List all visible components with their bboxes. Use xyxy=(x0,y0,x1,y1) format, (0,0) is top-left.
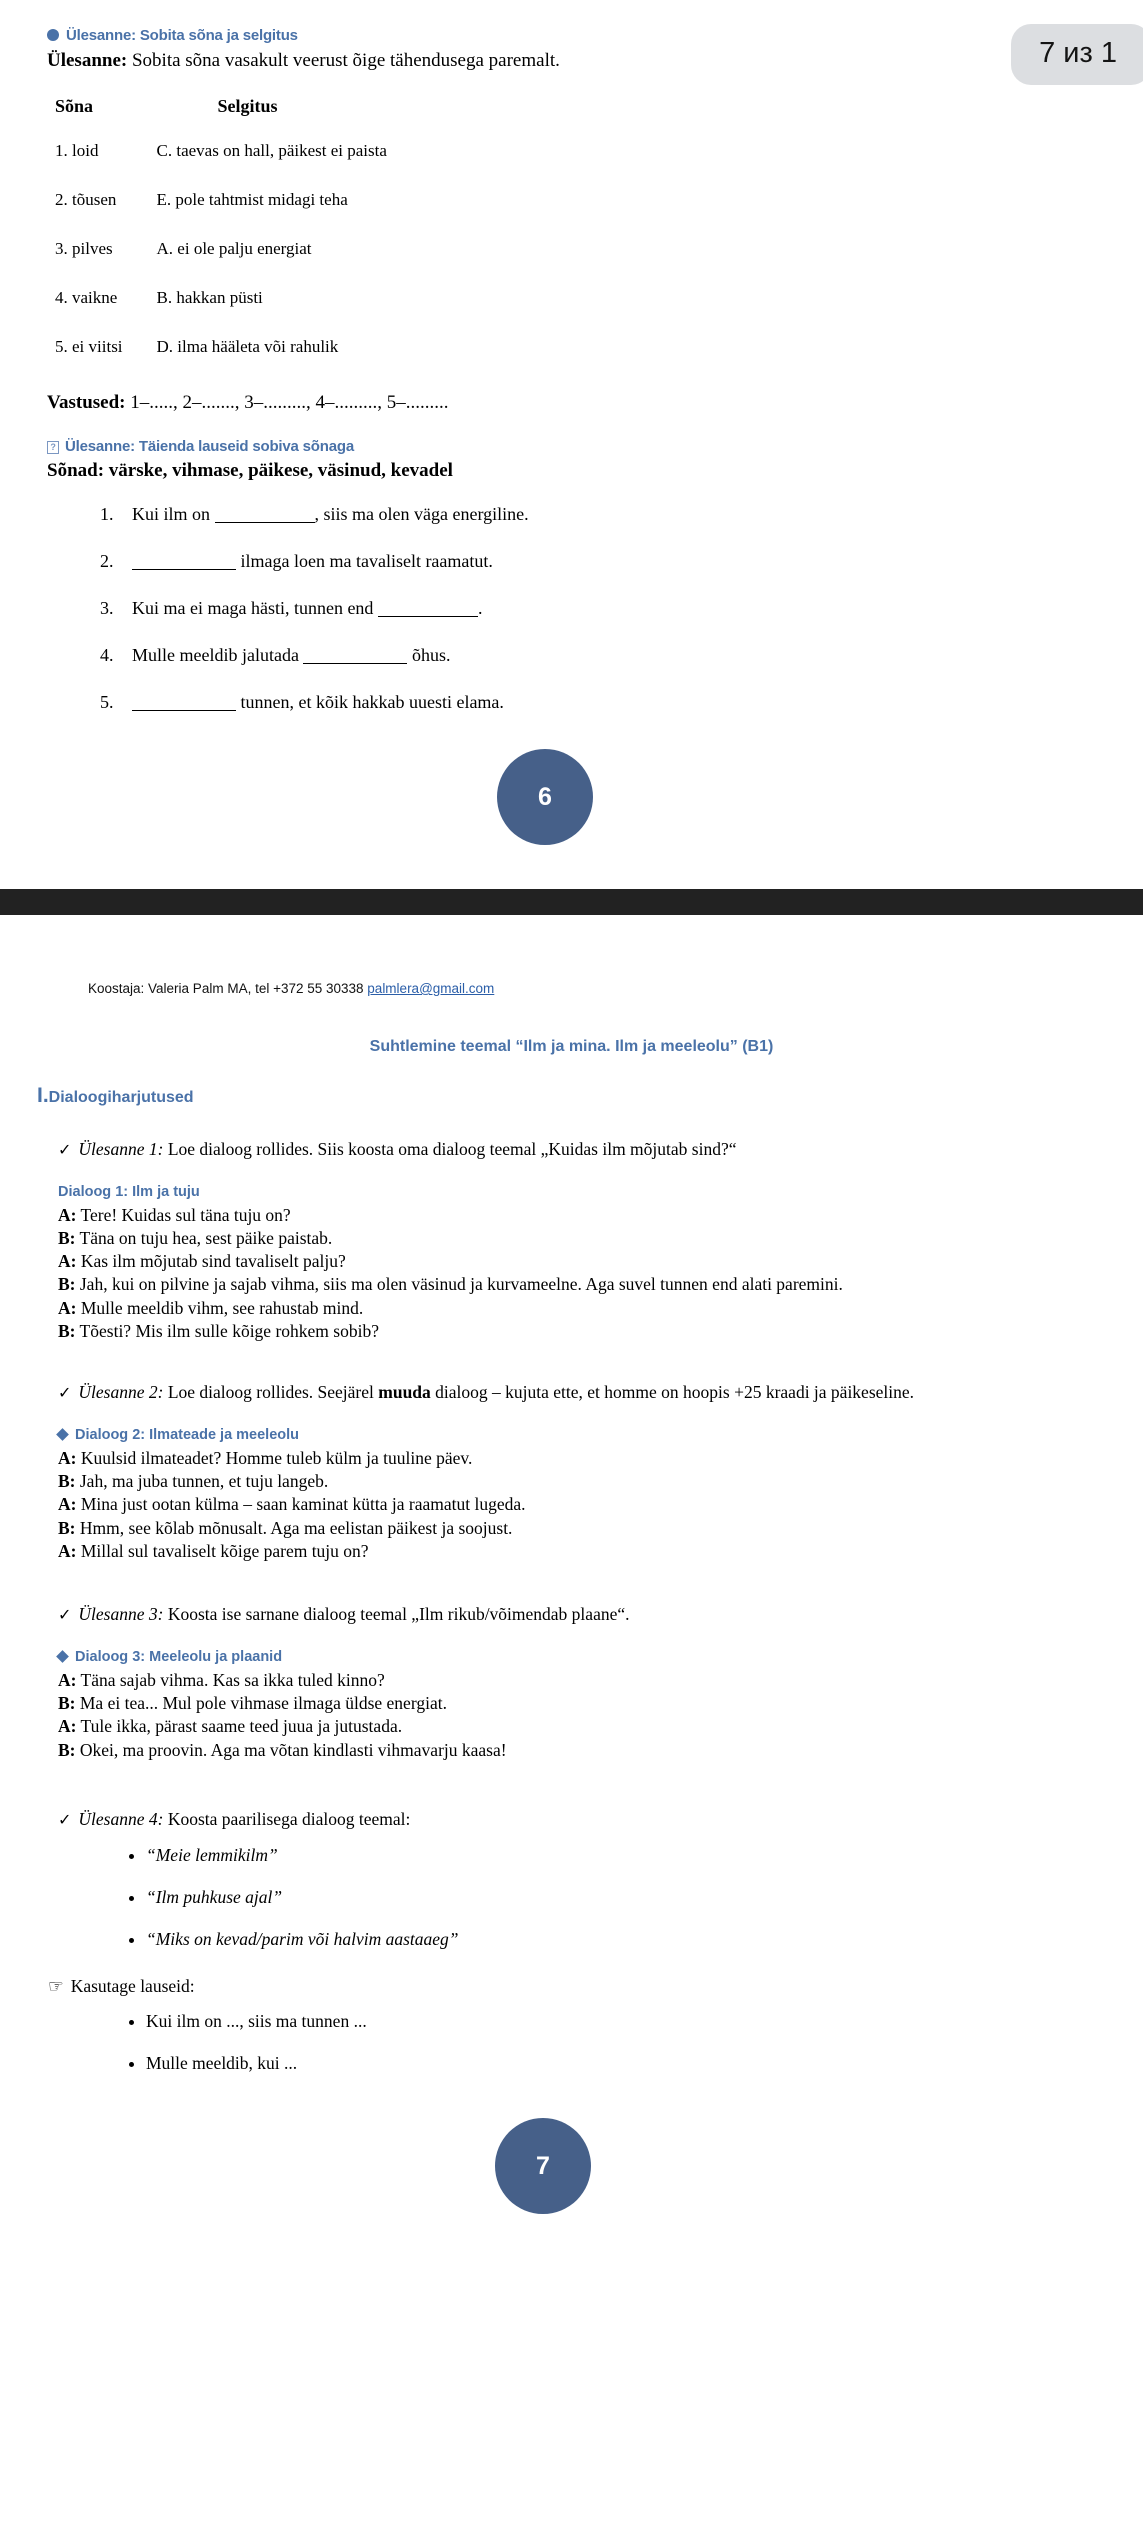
list-item: • “Miks on kevad/parim või halvim aastaaeg” xyxy=(146,1929,1143,1950)
speaker-label: A: xyxy=(58,1297,77,1318)
speaker-label: B: xyxy=(58,1693,76,1714)
dialog-line xyxy=(58,1250,1058,1273)
list-item xyxy=(118,598,1143,619)
sentence-before: Kui ma ei maga hästi, tunnen end xyxy=(132,598,378,618)
table-row xyxy=(55,239,387,288)
dialog-line xyxy=(58,1739,1058,1762)
blank-input[interactable] xyxy=(215,522,315,523)
column-header-meaning: Selgitus xyxy=(217,96,278,116)
worksheet-page-2 xyxy=(0,915,1143,2254)
phrases-label: Kasutage lauseid: xyxy=(70,1976,195,1997)
dialog-1-heading: Dialoog 1: Ilm ja tuju xyxy=(58,1183,200,1200)
author-credit-text: Koostaja: Valeria Palm MA, tel +372 55 30338 xyxy=(88,981,368,996)
sentence-after: õhus. xyxy=(407,645,451,665)
table-row xyxy=(55,190,387,239)
dialog-line xyxy=(58,1204,1058,1227)
speaker-text: Okei, ma proovin. Aga ma võtan kindlasti vihmavarju kaasa! xyxy=(75,1739,507,1760)
task-3-text: Koosta ise sarnane dialoog teemal „Ilm rikub/võimendab plaane“. xyxy=(163,1604,630,1625)
speaker-label: B: xyxy=(58,1739,76,1760)
author-credit xyxy=(88,981,1143,996)
task1-instruction-label: Ülesanne: xyxy=(47,50,128,71)
blank-input[interactable] xyxy=(378,616,478,617)
dialog-line xyxy=(58,1692,1058,1715)
speaker-text: Täna sajab vihma. Kas sa ikka tuled kinno? xyxy=(76,1669,385,1690)
task-4-name: Ülesanne 4: xyxy=(78,1808,164,1829)
dialog-line xyxy=(58,1470,1058,1493)
meaning-cell: B. hakkan püsti xyxy=(156,288,263,307)
table-row xyxy=(55,337,387,386)
task-3-name: Ülesanne 3: xyxy=(78,1604,164,1625)
sentence-before: Kui ilm on xyxy=(132,504,215,524)
dialog-line xyxy=(58,1297,1058,1320)
diamond-bullet-icon xyxy=(56,1650,69,1663)
task-1-name: Ülesanne 1: xyxy=(78,1139,164,1159)
dialog-line xyxy=(58,1227,1058,1250)
task-1 xyxy=(58,1138,1063,1162)
page-number-badge: 6 xyxy=(497,749,593,845)
dialog-line xyxy=(58,1273,1058,1296)
sentence-after: , siis ma olen väga energiline. xyxy=(314,504,529,524)
speaker-text: Kas ilm mõjutab sind tavaliselt palju? xyxy=(76,1251,346,1272)
sentence-after: . xyxy=(477,598,483,618)
task-3 xyxy=(58,1603,1063,1627)
circle-bullet-icon xyxy=(47,29,59,41)
word-cell: 4. vaikne xyxy=(55,288,118,307)
dialog-3-lines xyxy=(58,1669,1058,1762)
list-item: • “Meie lemmikilm” xyxy=(146,1845,1143,1866)
speaker-text: Tule ikka, pärast saame teed juua ja jutustada. xyxy=(76,1716,403,1737)
list-item: • Mulle meeldib, kui ... xyxy=(146,2053,1143,2074)
diamond-bullet-icon xyxy=(56,1428,69,1441)
table-header-row xyxy=(55,96,387,141)
list-item xyxy=(118,551,1143,572)
phrases-instruction xyxy=(48,1976,1143,1997)
speaker-text: Mina just ootan külma – saan kaminat kütta ja raamatut lugeda. xyxy=(76,1494,526,1515)
wordbank-words: värske, vihmase, päikese, väsinud, kevadel xyxy=(104,460,453,481)
task-1-text: Loe dialoog rollides. Siis koosta oma dialoog teemal „Kuidas ilm mõjutab sind?“ xyxy=(163,1139,737,1159)
sentence-before: Mulle meeldib jalutada xyxy=(132,645,304,665)
sentence-after: ilmaga loen ma tavaliselt raamatut. xyxy=(236,551,493,571)
check-mark-icon: ✓ xyxy=(58,1140,72,1159)
wordbank-label: Sõnad: xyxy=(47,460,105,481)
meaning-cell: C. taevas on hall, päikest ei paista xyxy=(156,141,387,160)
list-item: • Kui ilm on ..., siis ma tunnen ... xyxy=(146,2011,1143,2032)
dialog-line xyxy=(58,1493,1058,1516)
blank-input[interactable] xyxy=(132,710,236,711)
word-cell: 1. loid xyxy=(55,141,99,160)
speaker-label: B: xyxy=(58,1274,76,1295)
word-cell: 2. tõusen xyxy=(55,190,117,209)
dialog-1-lines xyxy=(58,1204,1058,1344)
meaning-cell: E. pole tahtmist midagi teha xyxy=(156,190,348,209)
page-separator-bar xyxy=(0,889,1143,915)
speaker-text: Ma ei tea... Mul pole vihmase ilmaga üldse energiat. xyxy=(75,1693,447,1714)
progress-counter-badge[interactable]: 7 из 1 xyxy=(1011,24,1143,85)
section-title: Dialoogiharjutused xyxy=(48,1089,194,1106)
task-2-text-a: Loe dialoog rollides. Seejärel xyxy=(163,1382,379,1403)
check-mark-icon: ✓ xyxy=(58,1809,72,1829)
dialog-line xyxy=(58,1669,1058,1692)
check-mark-icon: ✓ xyxy=(58,1605,72,1625)
sentence-after: tunnen, et kõik hakkab uuesti elama. xyxy=(236,692,504,712)
task-2-text-bold: muuda xyxy=(378,1382,431,1403)
speaker-text: Millal sul tavaliselt kõige parem tuju on? xyxy=(76,1540,369,1561)
matching-table xyxy=(55,96,387,386)
page-number-badge: 7 xyxy=(495,2118,591,2214)
section-heading xyxy=(37,1084,1143,1108)
list-item: • “Ilm puhkuse ajal” xyxy=(146,1887,1143,1908)
speaker-label: B: xyxy=(58,1517,76,1538)
meaning-cell: D. ilma hääleta või rahulik xyxy=(156,337,339,356)
author-email-link[interactable]: palmlera@gmail.com xyxy=(367,981,495,996)
table-row xyxy=(55,141,387,190)
speaker-label: A: xyxy=(58,1669,77,1690)
matching-table-body xyxy=(55,141,387,386)
speaker-text: Tõesti? Mis ilm sulle kõige rohkem sobib? xyxy=(75,1320,379,1341)
task1-heading: Ülesanne: Sobita sõna ja selgitus xyxy=(47,27,1143,44)
box-placeholder-icon: ? xyxy=(47,441,59,454)
speaker-label: B: xyxy=(58,1227,76,1248)
dialog-line xyxy=(58,1540,1058,1563)
page-title: Suhtlemine teemal “Ilm ja mina. Ilm ja meeleolu” (B1) xyxy=(369,1038,774,1055)
speaker-label: A: xyxy=(58,1251,77,1272)
dialog-line xyxy=(58,1517,1058,1540)
answers-blanks: 1–....., 2–......., 3–........., 4–........., 5–......... xyxy=(125,392,449,413)
task-4-text: Koosta paarilisega dialoog teemal: xyxy=(163,1808,411,1829)
speaker-label: A: xyxy=(58,1204,77,1225)
meaning-cell: A. ei ole palju energiat xyxy=(156,239,312,258)
speaker-text: Kuulsid ilmateadet? Homme tuleb külm ja tuuline päev. xyxy=(76,1447,473,1468)
task-2 xyxy=(58,1381,1063,1405)
dialog-line xyxy=(58,1320,1058,1343)
word-cell: 3. pilves xyxy=(55,239,113,258)
task1-instruction-text: Sobita sõna vasakult veerust õige tähendusega paremalt. xyxy=(127,50,560,71)
blank-input[interactable] xyxy=(303,663,407,664)
word-cell: 5. ei viitsi xyxy=(55,337,123,356)
speaker-label: A: xyxy=(58,1540,77,1561)
check-mark-icon: ✓ xyxy=(58,1383,72,1403)
speaker-label: A: xyxy=(58,1447,77,1468)
dialog-line xyxy=(58,1447,1058,1470)
speaker-text: Jah, ma juba tunnen, et tuju langeb. xyxy=(75,1471,329,1492)
speaker-text: Mulle meeldib vihm, see rahustab mind. xyxy=(76,1297,364,1318)
task-4 xyxy=(58,1808,1063,1832)
speaker-text: Hmm, see kõlab mõnusalt. Aga ma eelistan päikest ja soojust. xyxy=(75,1517,513,1538)
column-header-word: Sõna xyxy=(55,96,94,116)
blank-input[interactable] xyxy=(132,569,236,570)
answers-label: Vastused: xyxy=(47,392,126,413)
task2-wordbank xyxy=(47,460,1143,482)
list-item xyxy=(118,692,1143,713)
speaker-label: B: xyxy=(58,1320,76,1341)
dialog-3-heading: Dialoog 3: Meeleolu ja plaanid xyxy=(58,1649,1143,1665)
list-item xyxy=(118,645,1143,666)
task-2-name: Ülesanne 2: xyxy=(78,1382,164,1403)
dialog-2-lines xyxy=(58,1447,1058,1563)
task-2-text-b: dialoog – kujuta ette, et homme on hoopis +25 kraadi ja päikeseline. xyxy=(430,1382,915,1403)
section-number: I. xyxy=(37,1084,49,1107)
speaker-label: A: xyxy=(58,1716,77,1737)
task-4-topic-list xyxy=(0,1845,1143,1950)
dialog-line xyxy=(58,1715,1058,1738)
worksheet-page-1 xyxy=(0,0,1143,915)
fill-in-blank-list xyxy=(0,504,1143,713)
task1-instruction xyxy=(47,50,1143,72)
list-item xyxy=(118,504,1143,525)
speaker-text: Täna on tuju hea, sest päike paistab. xyxy=(75,1227,333,1248)
task2-heading: ? Ülesanne: Täienda lauseid sobiva sõnaga xyxy=(47,438,1143,455)
speaker-text: Tere! Kuidas sul täna tuju on? xyxy=(76,1204,291,1225)
speaker-text: Jah, kui on pilvine ja sajab vihma, siis ma olen väsinud ja kurvameelne. Aga suvel tunnen end alati paremini. xyxy=(75,1274,843,1295)
speaker-label: B: xyxy=(58,1471,76,1492)
answers-line xyxy=(47,392,1143,414)
dialog-2-heading: Dialoog 2: Ilmateade ja meeleolu xyxy=(58,1427,1143,1443)
speaker-label: A: xyxy=(58,1494,77,1515)
task-4-phrase-list xyxy=(0,2011,1143,2074)
pointing-hand-icon: ☞ xyxy=(48,1977,64,1998)
table-row xyxy=(55,288,387,337)
